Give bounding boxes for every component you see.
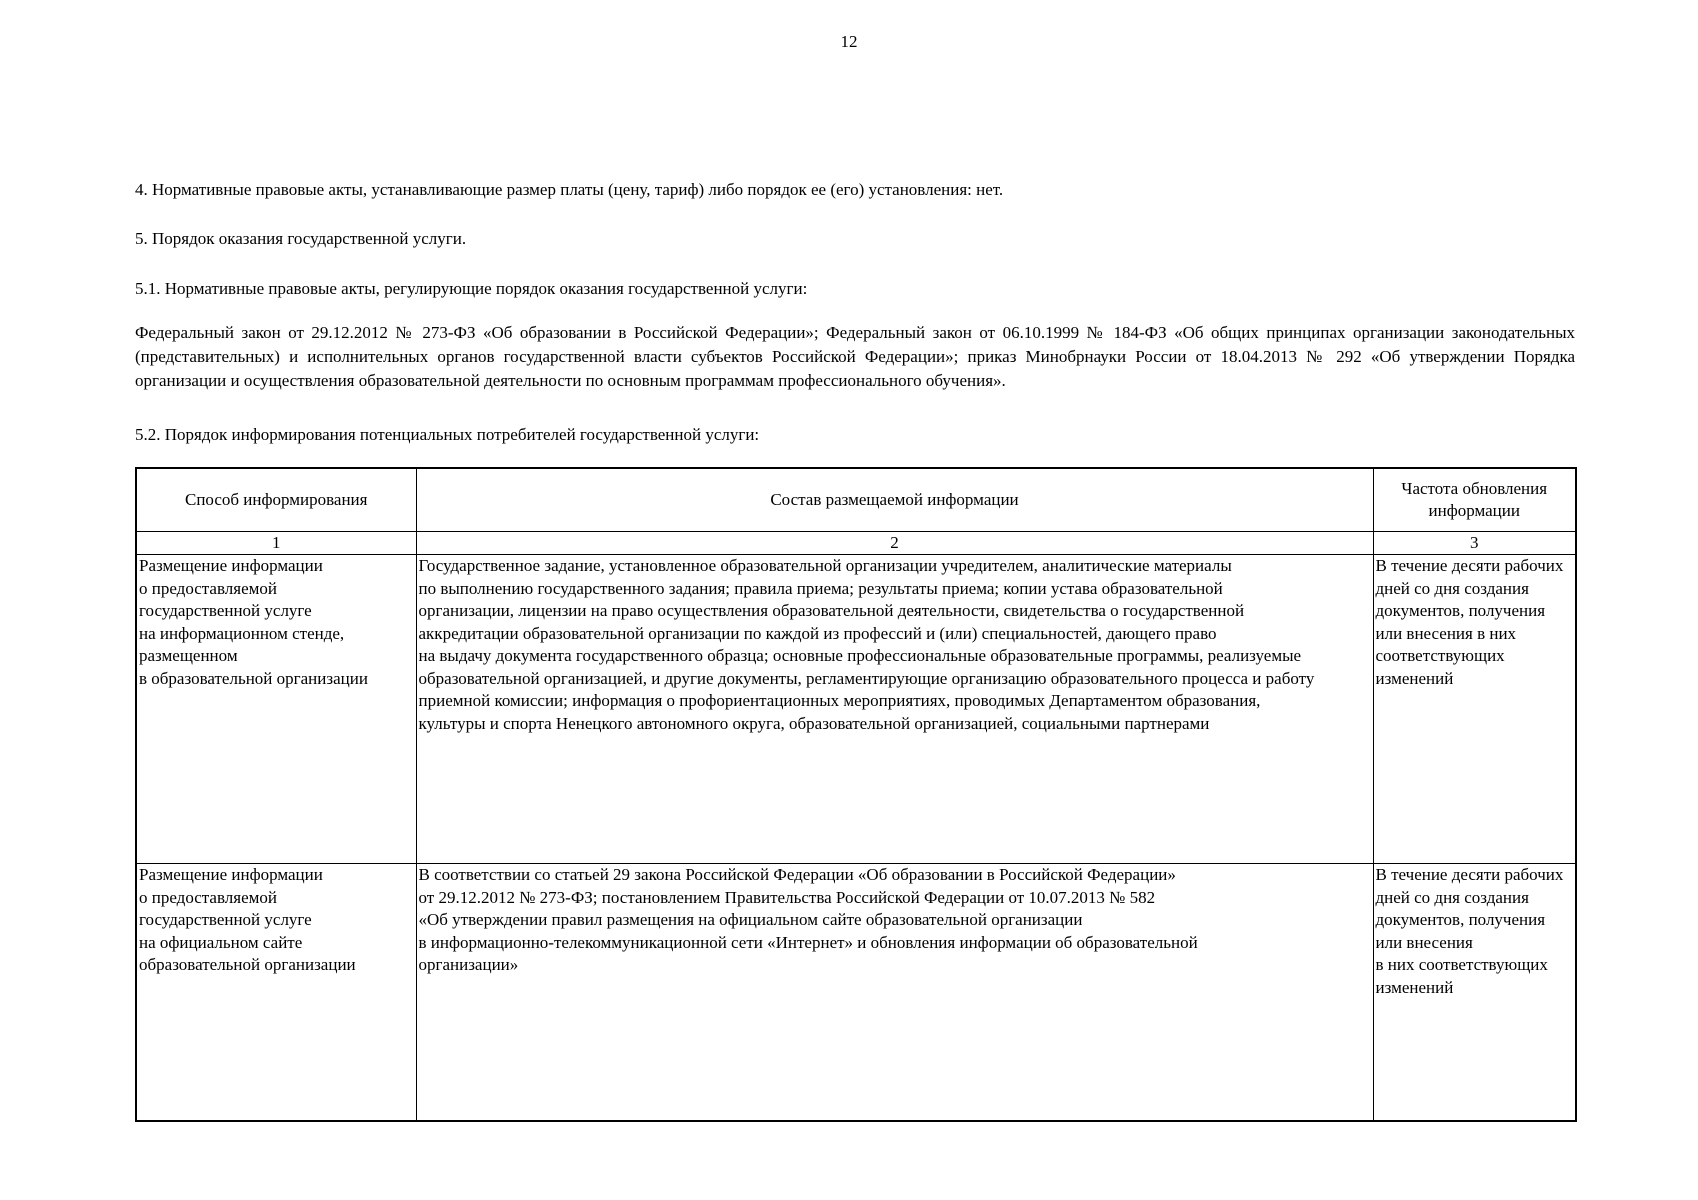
column-number-2: 2 <box>416 532 1373 555</box>
section-5-2-informing-procedure: 5.2. Порядок информирования потенциальных потребителей государственной услуги: <box>135 425 760 444</box>
table-column-numbers-row <box>136 532 1576 555</box>
section-5-service-procedure: 5. Порядок оказания государственной услуги. <box>135 229 467 248</box>
header-method: Способ информирования <box>136 468 416 532</box>
cell-content: В соответствии со статьей 29 закона Российской Федерации «Об образовании в Российской Федерации» от 29.12.2012 № 273-ФЗ; постановлением Правительства Российской Федерации от 10.07.2013 № 582 «Об утверждении правил размещения на официальном сайте образовательной организации в информационно-телекоммуникационной сети «Интернет» и обновления информации об образовательной организации» <box>416 864 1373 1122</box>
header-frequency: Частота обновления информации <box>1373 468 1576 532</box>
page-number: 12 <box>840 32 858 51</box>
cell-content: Государственное задание, установленное образовательной организации учредителем, аналитические материалы по выполнению государственного задания; правила приема; результаты приема; копии устава образовательной организации, лицензии на право осуществления образовательной деятельности, свидетельства о государственной аккредитации образовательной организации по каждой из профессий и (или) специальностей, дающего право на выдачу документа государственного образца; основные профессиональные образовательные программы, реализуемые образовательной организацией, и другие документы, регламентирующие организацию образовательного процесса и работу приемной комиссии; информация о профориентационных мероприятиях, проводимых Департаментом образования, культуры и спорта Ненецкого автономного округа, образовательной организацией, социальными партнерами <box>416 555 1373 864</box>
section-5-1-regulatory-acts: 5.1. Нормативные правовые акты, регулирующие порядок оказания государственной услуги: <box>135 279 808 298</box>
table-header-row <box>136 468 1576 532</box>
cell-method: Размещение информации о предоставляемой государственной услуге на информационном стенде, размещенном в образовательной организации <box>136 555 416 864</box>
column-number-1: 1 <box>136 532 416 555</box>
informing-methods-table <box>135 467 1577 1122</box>
section-4-fee-acts: 4. Нормативные правовые акты, устанавливающие размер платы (цену, тариф) либо порядок ее (его) установления: нет. <box>135 180 1004 199</box>
cell-frequency: В течение десяти рабочих дней со дня создания документов, получения или внесения в них соответствующих изменений <box>1373 864 1576 1122</box>
header-content: Состав размещаемой информации <box>416 468 1373 532</box>
document-body <box>135 178 1575 1122</box>
cell-method: Размещение информации о предоставляемой государственной услуге на официальном сайте образовательной организации <box>136 864 416 1122</box>
table-row <box>136 864 1576 1122</box>
table-row <box>136 555 1576 864</box>
column-number-3: 3 <box>1373 532 1576 555</box>
regulatory-acts-list: Федеральный закон от 29.12.2012 № 273-ФЗ «Об образовании в Российской Федерации»; Федеральный закон от 06.10.1999 № 184-ФЗ «Об общих принципах организации законодательных (представительных) и исполнительных органов государственной власти субъектов Российской Федерации»; приказ Минобрнауки России от 18.04.2013 № 292 «Об утверждении Порядка организации и осуществления образовательной деятельности по основным программам профессионального обучения». <box>135 323 1575 390</box>
cell-frequency: В течение десяти рабочих дней со дня создания документов, получения или внесения в них соответствующих изменений <box>1373 555 1576 864</box>
